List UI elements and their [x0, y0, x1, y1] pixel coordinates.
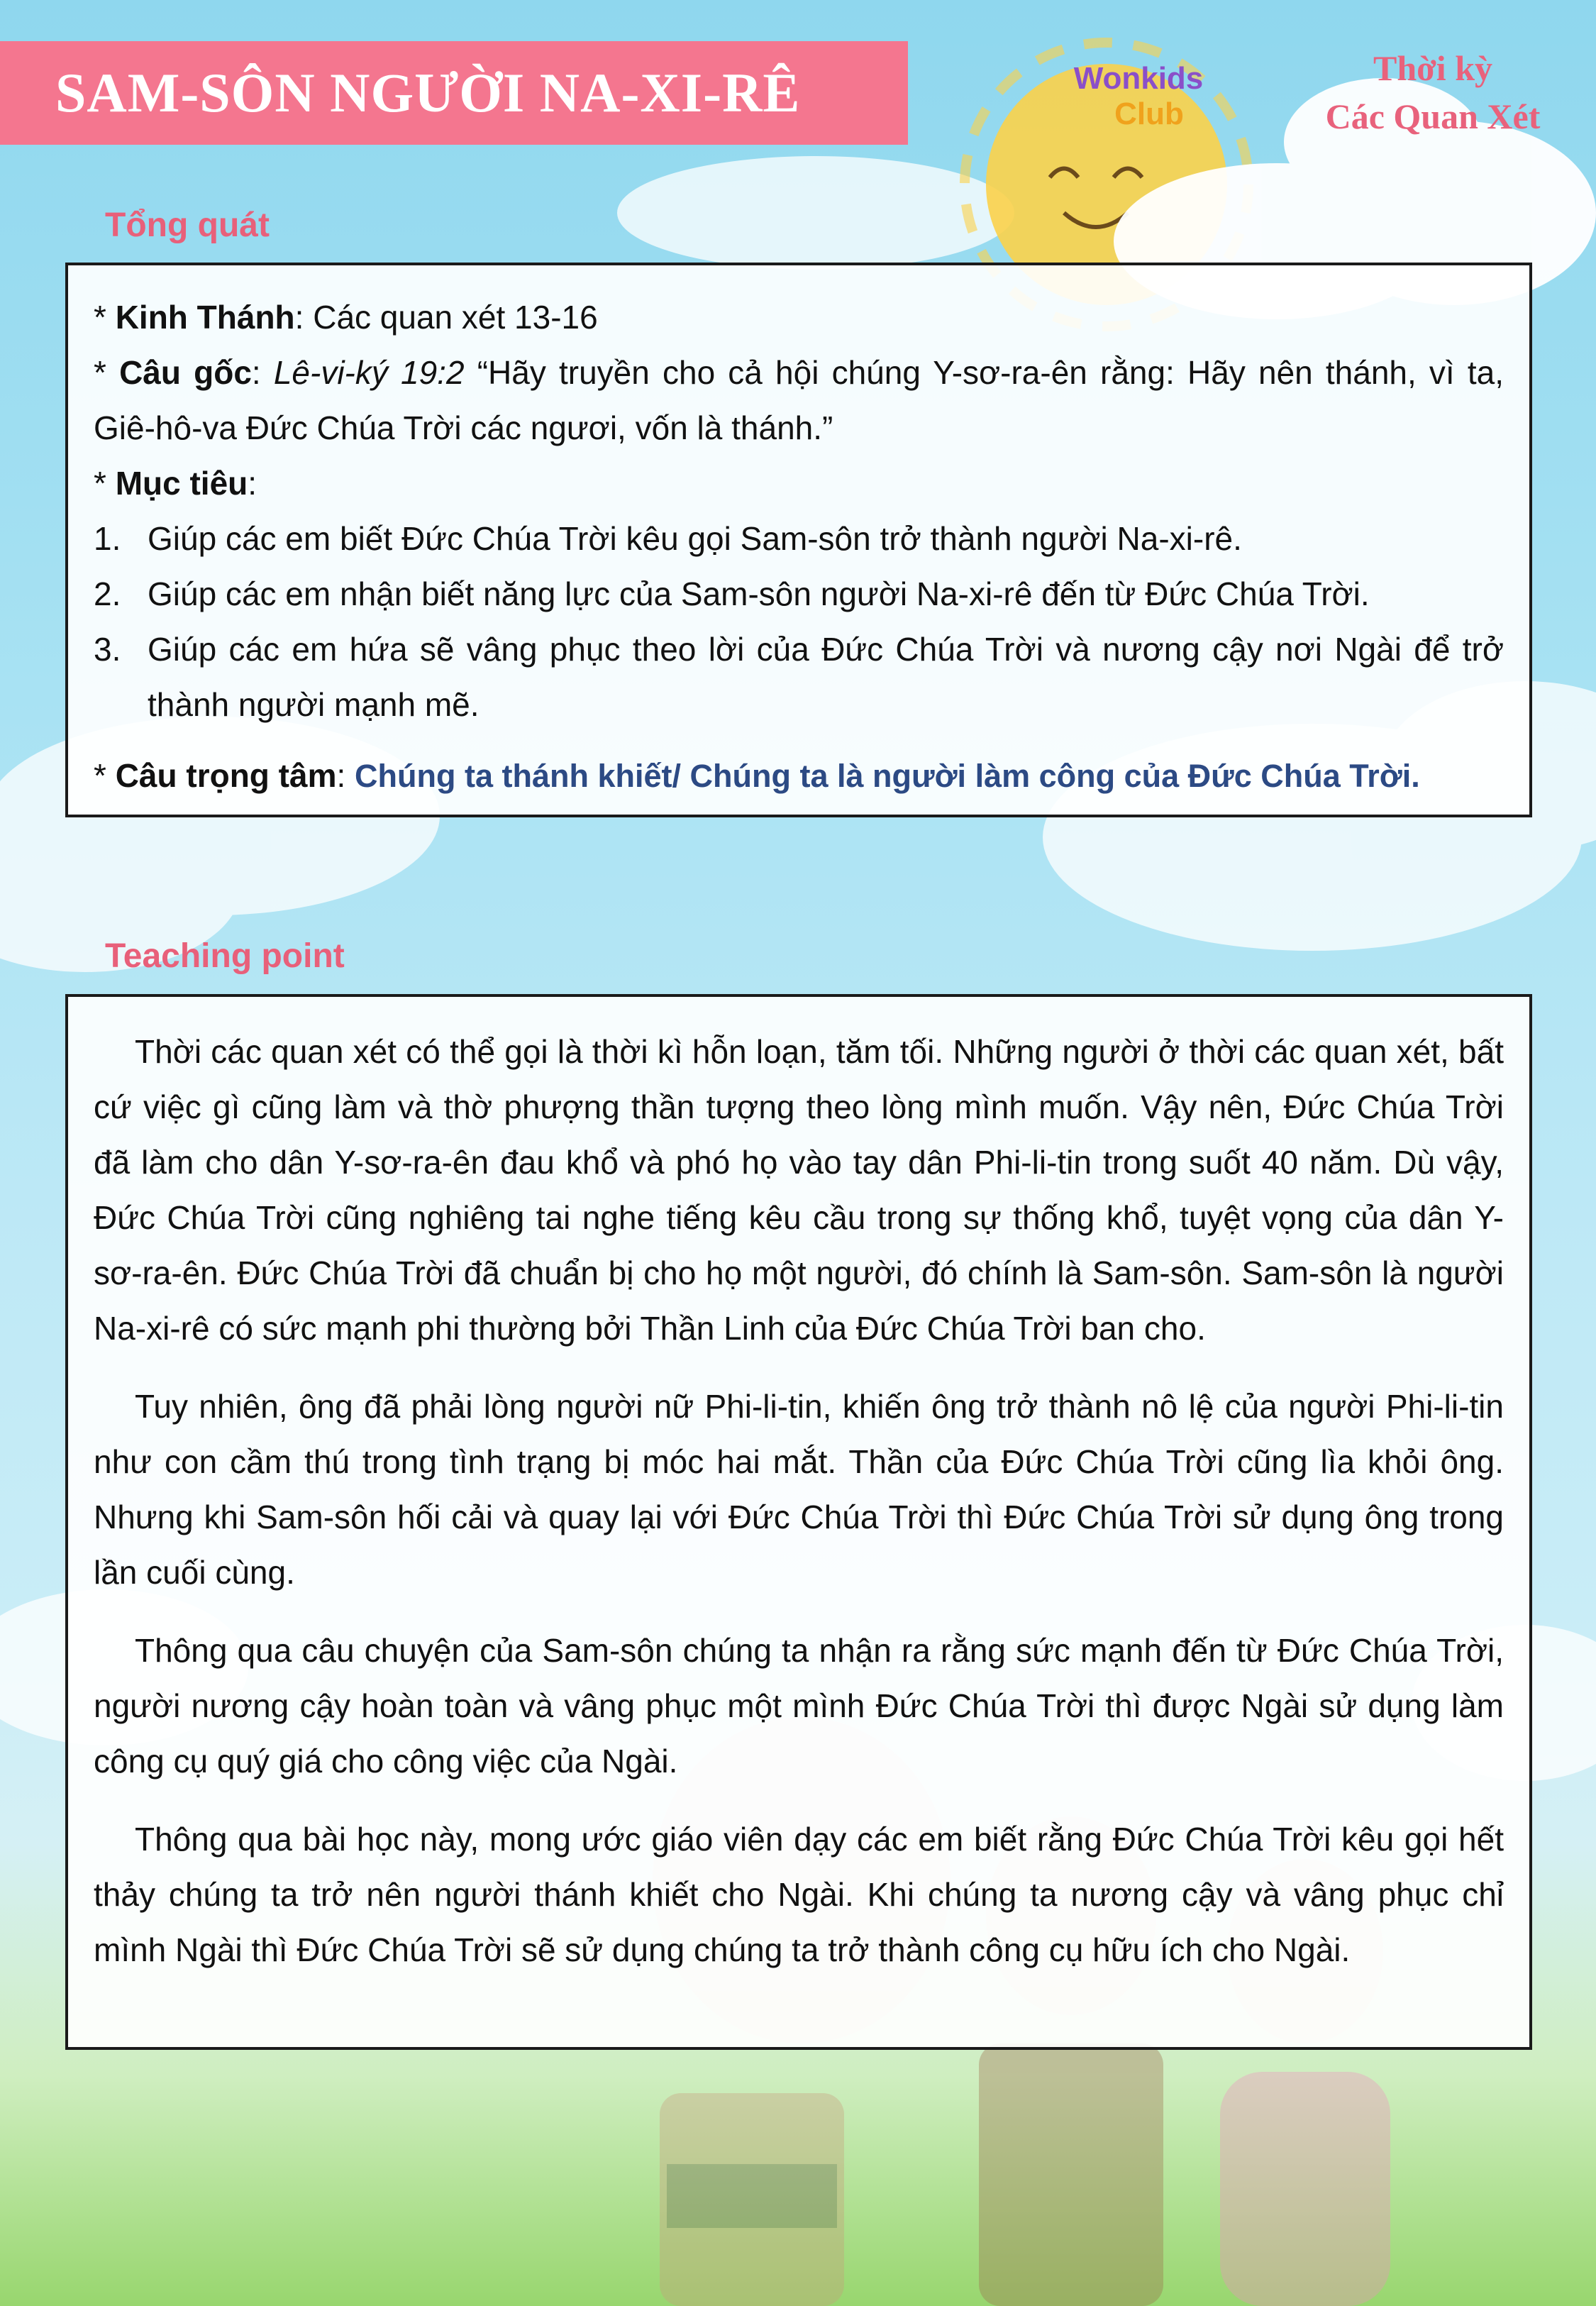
goal-text: Giúp các em nhận biết năng lực của Sam-sôn người Na-xi-rê đến từ Đức Chúa Trời. — [148, 575, 1370, 612]
focus-text: Chúng ta thánh khiết/ Chúng ta là người làm công của Đức Chúa Trời. — [355, 758, 1420, 794]
teaching-paragraph: Thời các quan xét có thể gọi là thời kì hỗn loạn, tăm tối. Những người ở thời các quan xét, bất cứ việc gì cũng làm và thờ phượng thần tượng theo lòng mình muốn. Vậy nên, Đức Chúa Trời đã làm cho dân Y-sơ-ra-ên đau khổ và phó họ vào tay dân Phi-li-tin trong suốt 40 năm. Dù vậy, Đức Chúa Trời cũng nghiêng tai nghe tiếng kêu cầu trong sự thống khổ, tuyệt vọng của dân Y-sơ-ra-ên. Đức Chúa Trời đã chuẩn bị cho họ một người, đó chính là Sam-sôn. Sam-sôn là người Na-xi-rê có sức mạnh phi thường bởi Thần Linh của Đức Chúa Trời ban cho. — [94, 1033, 1504, 1347]
goal-number: 2. — [94, 575, 121, 612]
teaching-paragraph: Tuy nhiên, ông đã phải lòng người nữ Phi-li-tin, khiến ông trở thành nô lệ của người Phi-li-tin như con cầm thú trong tình trạng bị móc hai mắt. Thần của Đức Chúa Trời cũng lìa khỏi ông. Nhưng khi Sam-sôn hối cải và quay lại với Đức Chúa Trời thì Đức Chúa Trời sử dụng ông trong lần cuối cùng. — [94, 1388, 1504, 1591]
bible-value: Các quan xét 13-16 — [313, 299, 598, 336]
goal-text: Giúp các em hứa sẽ vâng phục theo lời của Đức Chúa Trời và nương cậy nơi Ngài để trở thành người mạnh mẽ. — [148, 631, 1504, 723]
verse-ref: Lê-vi-ký 19:2 — [273, 354, 465, 391]
teaching-paragraph: Thông qua câu chuyện của Sam-sôn chúng ta nhận ra rằng sức mạnh đến từ Đức Chúa Trời, người nương cậy hoàn toàn và vâng phục một mình Đức Chúa Trời thì được Ngài sử dụng làm công cụ quý giá cho công việc của Ngài. — [94, 1632, 1504, 1780]
page-title-bar — [0, 41, 908, 145]
goals-list — [94, 511, 1504, 732]
wonkids-club-logo — [1064, 50, 1213, 142]
overview-heading: Tổng quát — [105, 206, 270, 244]
list-item — [94, 622, 1504, 732]
verse-text: “Hãy truyền cho cả hội chúng Y-sơ-ra-ên rằng: Hãy nên thánh, vì ta, Giê-hô-va Đức Chúa Trời các ngươi, vốn là thánh.” — [94, 354, 1504, 446]
page-title: SAM-SÔN NGƯỜI NA-XI-RÊ — [55, 62, 801, 123]
verse-row: * Câu gốc: Lê-vi-ký 19:2 “Hãy truyền cho cả hội chúng Y-sơ-ra-ên rằng: Hãy nên thánh, vì ta, Giê-hô-va Đức Chúa Trời các ngươi, vốn là thánh.” — [94, 354, 1504, 446]
svg-text:Club: Club — [1114, 96, 1184, 131]
verse-label: Câu gốc — [119, 354, 252, 391]
teaching-box — [65, 994, 1532, 2050]
bible-label: Kinh Thánh — [115, 299, 295, 336]
goal-text: Giúp các em biết Đức Chúa Trời kêu gọi Sam-sôn trở thành người Na-xi-rê. — [148, 520, 1242, 557]
focus-label: Câu trọng tâm — [115, 757, 337, 794]
teaching-paragraph: Thông qua bài học này, mong ước giáo viên dạy các em biết rằng Đức Chúa Trời kêu gọi hết thảy chúng ta trở nên người thánh khiết cho Ngài. Khi chúng ta nương cậy và vâng phục chỉ mình Ngài thì Đức Chúa Trời sẽ sử dụng chúng ta trở thành công cụ hữu ích cho Ngài. — [94, 1821, 1504, 1968]
teaching-heading: Teaching point — [105, 937, 345, 975]
goals-row: * Mục tiêu: — [94, 465, 257, 502]
goals-label: Mục tiêu — [115, 465, 248, 502]
period-line-2: Các Quan Xét — [1325, 96, 1541, 136]
goal-number: 3. — [94, 631, 121, 668]
svg-text:Wonkids: Wonkids — [1073, 61, 1204, 96]
focus-row: * Câu trọng tâm: Chúng ta thánh khiết/ Chúng ta là người làm công của Đức Chúa Trời. — [94, 757, 1420, 794]
period-label — [1291, 44, 1575, 140]
list-item — [94, 511, 1504, 566]
period-line-1: Thời kỳ — [1373, 48, 1493, 88]
list-item — [94, 566, 1504, 622]
goal-number: 1. — [94, 520, 121, 557]
overview-box — [65, 263, 1532, 817]
bible-row: * Kinh Thánh: Các quan xét 13-16 — [94, 299, 598, 336]
